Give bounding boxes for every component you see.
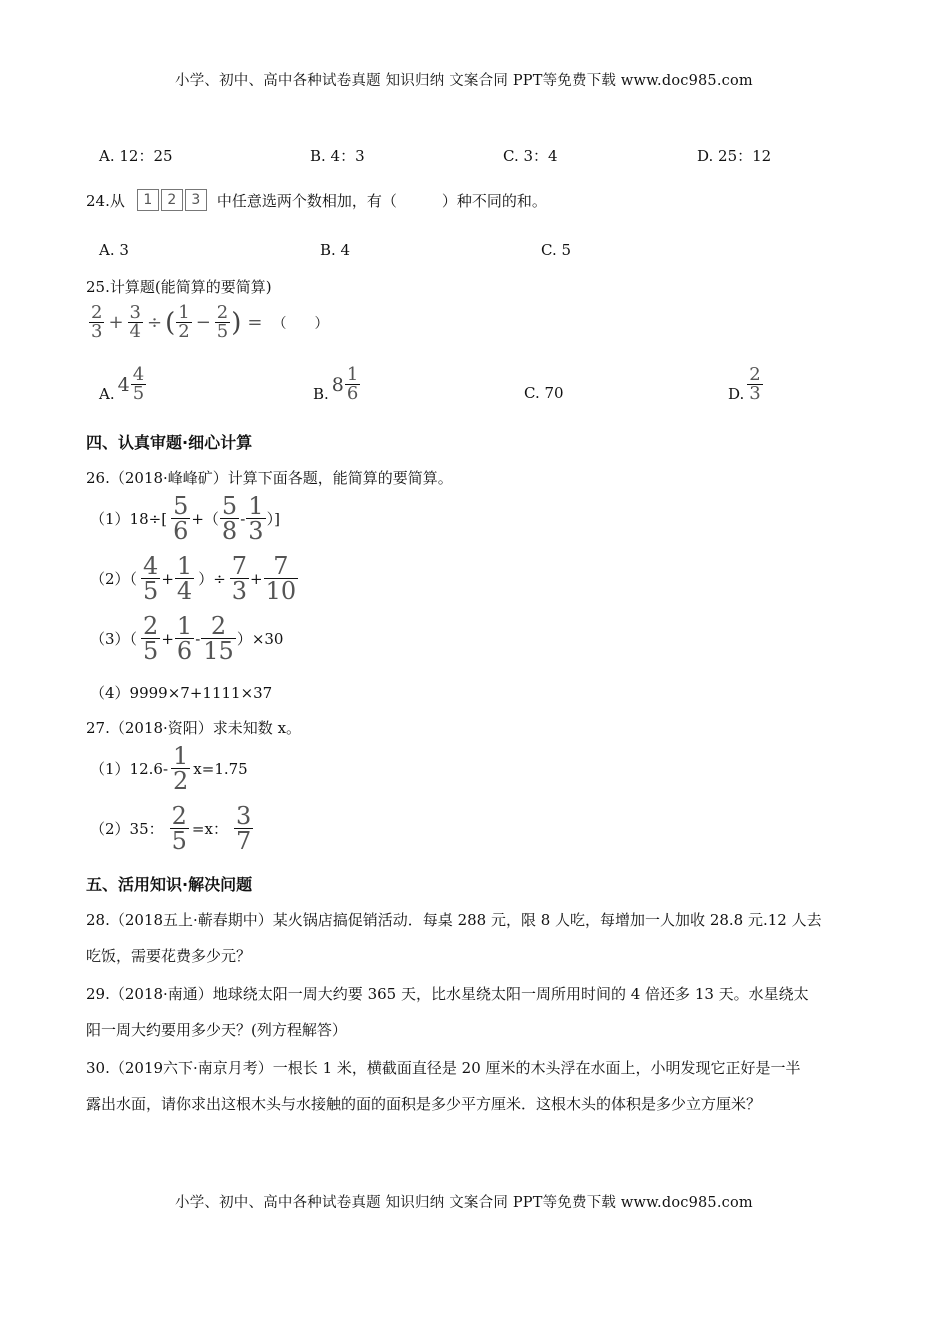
mixed-whole: 8 [331,373,344,396]
option-label: D. [728,385,745,403]
fraction: $\frac{2}{3}$ [91,302,103,342]
fraction: $\frac{2}{5}$ [216,302,229,342]
number-card-1: 1 [137,189,159,211]
fraction: $\frac{1}{6}$ [346,364,359,404]
fraction: $\frac{5}{6}$ [173,492,189,545]
q24-number-cards [137,189,209,211]
q24-option-a: A. 3 [99,241,129,259]
right-paren: ) [231,307,242,338]
operator: + [161,629,174,648]
fraction: $\frac{1}{4}$ [176,552,193,605]
q25-option-d [728,366,764,403]
operator: + [250,569,263,588]
fraction: $\frac{1}{2}$ [178,302,190,342]
fraction: $\frac{7}{3}$ [231,552,248,605]
operator: ）] [266,510,280,528]
operator: - [195,629,201,648]
fraction: $\frac{4}{5}$ [132,364,145,404]
q30-line-1: 30.（2019六下·南京月考）一根长 1 米，横截面直径是 20 厘米的木头浮在水面上，小明发现它正好是一半 [86,1059,801,1077]
q28-line-1: 28.（2018五上·蕲春期中）某火锅店搞促销活动．每桌 288 元，限 8 人吃，每增加一人加收 28.8 元.12 人去 [86,911,822,929]
q23-option-c: C. 3：4 [503,147,558,165]
q23-option-b: B. 4：3 [310,147,365,165]
section-5-title: 五、活用知识·解决问题 [86,875,253,894]
fraction: $\frac{5}{8}$ [221,492,238,545]
q24-option-b: B. 4 [320,241,351,259]
number-card-3: 3 [185,189,207,211]
option-label: A. [99,385,115,403]
q25-title: 25.计算题(能简算的要简算) [86,278,272,296]
operator: x=1.75 [193,759,248,778]
q27-part-1 [90,744,248,793]
plus-sign: + [108,312,124,333]
q26-part-2 [90,554,299,603]
number-card-2: 2 [161,189,183,211]
fraction: $\frac{2}{3}$ [749,364,761,404]
operator: + [161,569,174,588]
fraction: $\frac{3}{4}$ [129,302,141,342]
q27-part-2 [90,804,254,853]
option-label: B. [313,385,329,403]
q26-part-1 [90,494,280,543]
answer-blank: （ ） [272,315,329,332]
equals-sign: = [247,312,263,333]
q28-line-2: 吃饭，需要花费多少元？ [86,947,252,965]
left-paren: ( [165,307,176,338]
q25-option-a [99,366,147,403]
q24-question [86,189,547,211]
q24-option-c: C. 5 [541,241,572,259]
operator: - [240,509,246,528]
q29-line-1: 29.（2018·南通）地球绕太阳一周大约要 365 天，比水星绕太阳一周所用时间的 4 倍还多 13 天。水星绕太 [86,985,809,1003]
q23-option-d: D. 25：12 [697,147,772,165]
mixed-whole: 4 [117,373,130,396]
q29-line-2: 阳一周大约要用多少天？(列方程解答） [86,1021,347,1039]
minus-sign: − [195,312,211,333]
page-footer: 小学、初中、高中各种试卷真题 知识归纳 文案合同 PPT等免费下载 www.doc985.com [175,1195,753,1211]
q26-title: 26.（2018·峰峰矿）计算下面各题，能简算的要简算。 [86,469,453,487]
fraction: $\frac{2}{15}$ [203,612,234,665]
q30-line-2: 露出水面，请你求出这根木头与水接触的面的面积是多少平方厘米．这根木头的体积是多少立方厘米？ [86,1095,762,1113]
q24-prefix: 24.从 [86,191,125,210]
part-label: （3）（ [90,630,138,648]
fraction: $\frac{1}{3}$ [248,492,264,545]
fraction: $\frac{2}{5}$ [171,802,187,855]
part-label: （2）35： [90,820,164,838]
q26-part-4: （4）9999×7+1111×37 [90,684,273,702]
q24-suffix: 中任意选两个数相加，有（ ）种不同的和。 [216,191,547,210]
operator: ）÷ [198,570,226,588]
operator: +（ [191,510,219,528]
q25-option-c: C. 70 [524,384,564,402]
part-label: （1）12.6- [90,760,169,778]
part-label: （2）（ [90,570,138,588]
q26-part-3 [90,614,283,663]
page-header: 小学、初中、高中各种试卷真题 知识归纳 文案合同 PPT等免费下载 www.doc985.com [175,73,753,89]
fraction: $\frac{7}{10}$ [265,552,297,605]
fraction: $\frac{1}{6}$ [176,612,193,665]
operator: =x： [191,820,228,838]
q25-expression [88,304,329,341]
q25-option-b [313,366,361,403]
section-4-title: 四、认真审题·细心计算 [86,433,253,452]
divide-sign: ÷ [147,312,163,333]
part-label: （1）18÷[ [90,510,168,528]
fraction: $\frac{1}{2}$ [173,742,189,795]
q23-option-a: A. 12：25 [99,147,173,165]
fraction: $\frac{3}{7}$ [235,802,252,855]
operator: ）×30 [236,630,284,648]
fraction: $\frac{2}{5}$ [143,612,159,665]
fraction: $\frac{4}{5}$ [143,552,159,605]
q27-title: 27.（2018·资阳）求未知数 x。 [86,719,302,737]
